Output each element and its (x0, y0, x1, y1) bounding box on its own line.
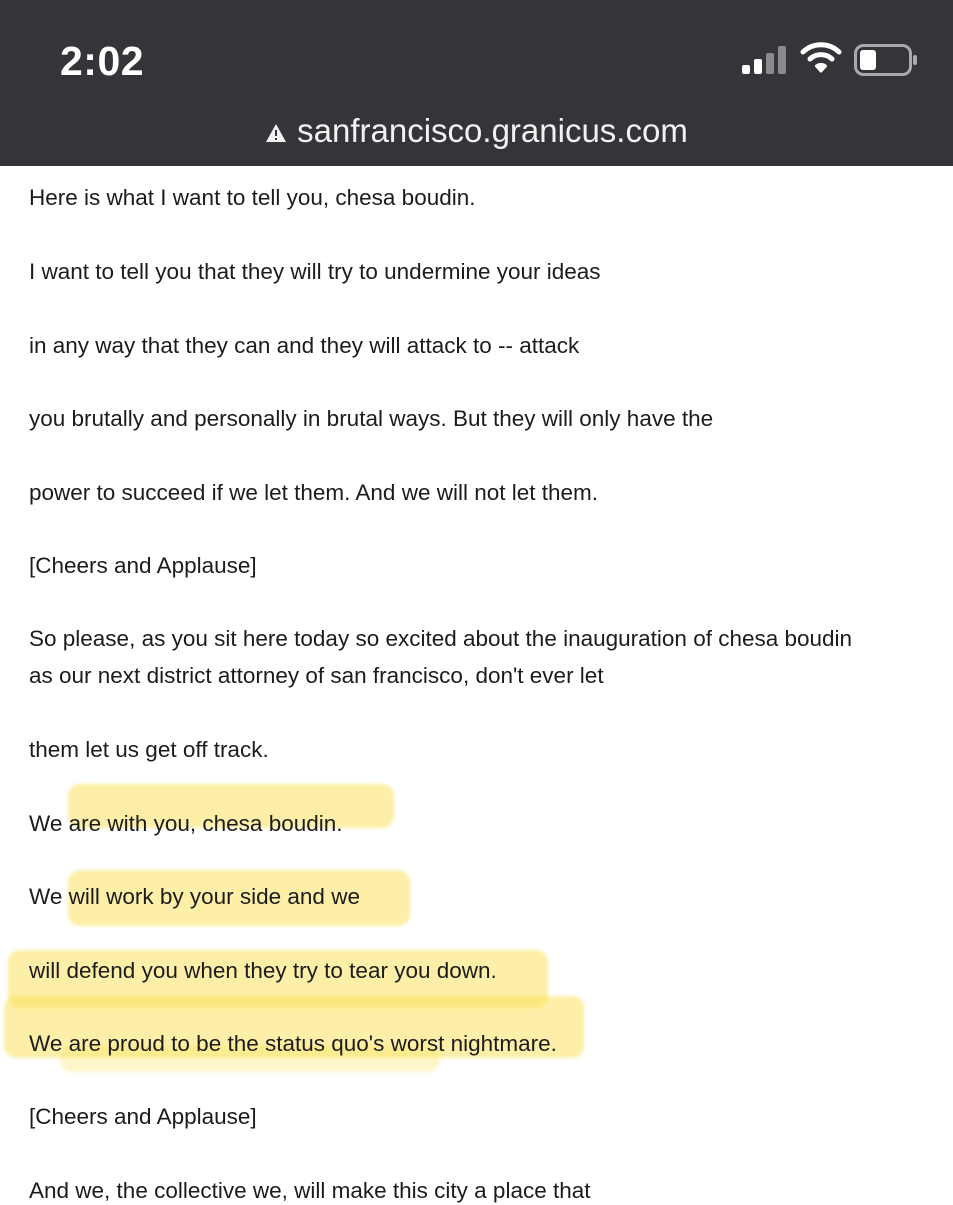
wifi-icon (800, 40, 842, 74)
warning-triangle-icon (265, 123, 287, 143)
transcript-line: And we, the collective we, will make this city a place that (29, 1178, 591, 1203)
transcript-line: [Cheers and Applause] (29, 553, 257, 578)
transcript-line: I want to tell you that they will try to undermine your ideas (29, 259, 601, 284)
transcript-line: in any way that they can and they will attack to -- attack (29, 333, 580, 358)
transcript-line: power to succeed if we let them. And we will not let them. (29, 480, 599, 505)
transcript-line: you brutally and personally in brutal ways. But they will only have the (29, 406, 714, 431)
transcript-line: will defend you when they try to tear you down. (29, 958, 497, 983)
transcript-page (0, 166, 953, 1203)
status-time: 2:02 (60, 38, 145, 84)
battery-icon (854, 44, 918, 76)
transcript-line: So please, as you sit here today so excited about the inauguration of chesa boudin (29, 626, 853, 651)
transcript-line: We will work by your side and we (29, 884, 360, 909)
transcript-line: [Cheers and Applause] (29, 1104, 257, 1129)
transcript-line: them let us get off track. (29, 737, 269, 762)
transcript-line: as our next district attorney of san francisco, don't ever let (29, 663, 604, 688)
browser-header (0, 0, 953, 166)
address-bar[interactable] (0, 108, 953, 154)
transcript-line: Here is what I want to tell you, chesa boudin. (29, 185, 476, 210)
cellular-signal-icon (742, 46, 788, 74)
url-text: sanfrancisco.granicus.com (297, 112, 688, 149)
transcript-line: We are proud to be the status quo's worst nightmare. (29, 1031, 557, 1056)
transcript-line: We are with you, chesa boudin. (29, 811, 343, 836)
